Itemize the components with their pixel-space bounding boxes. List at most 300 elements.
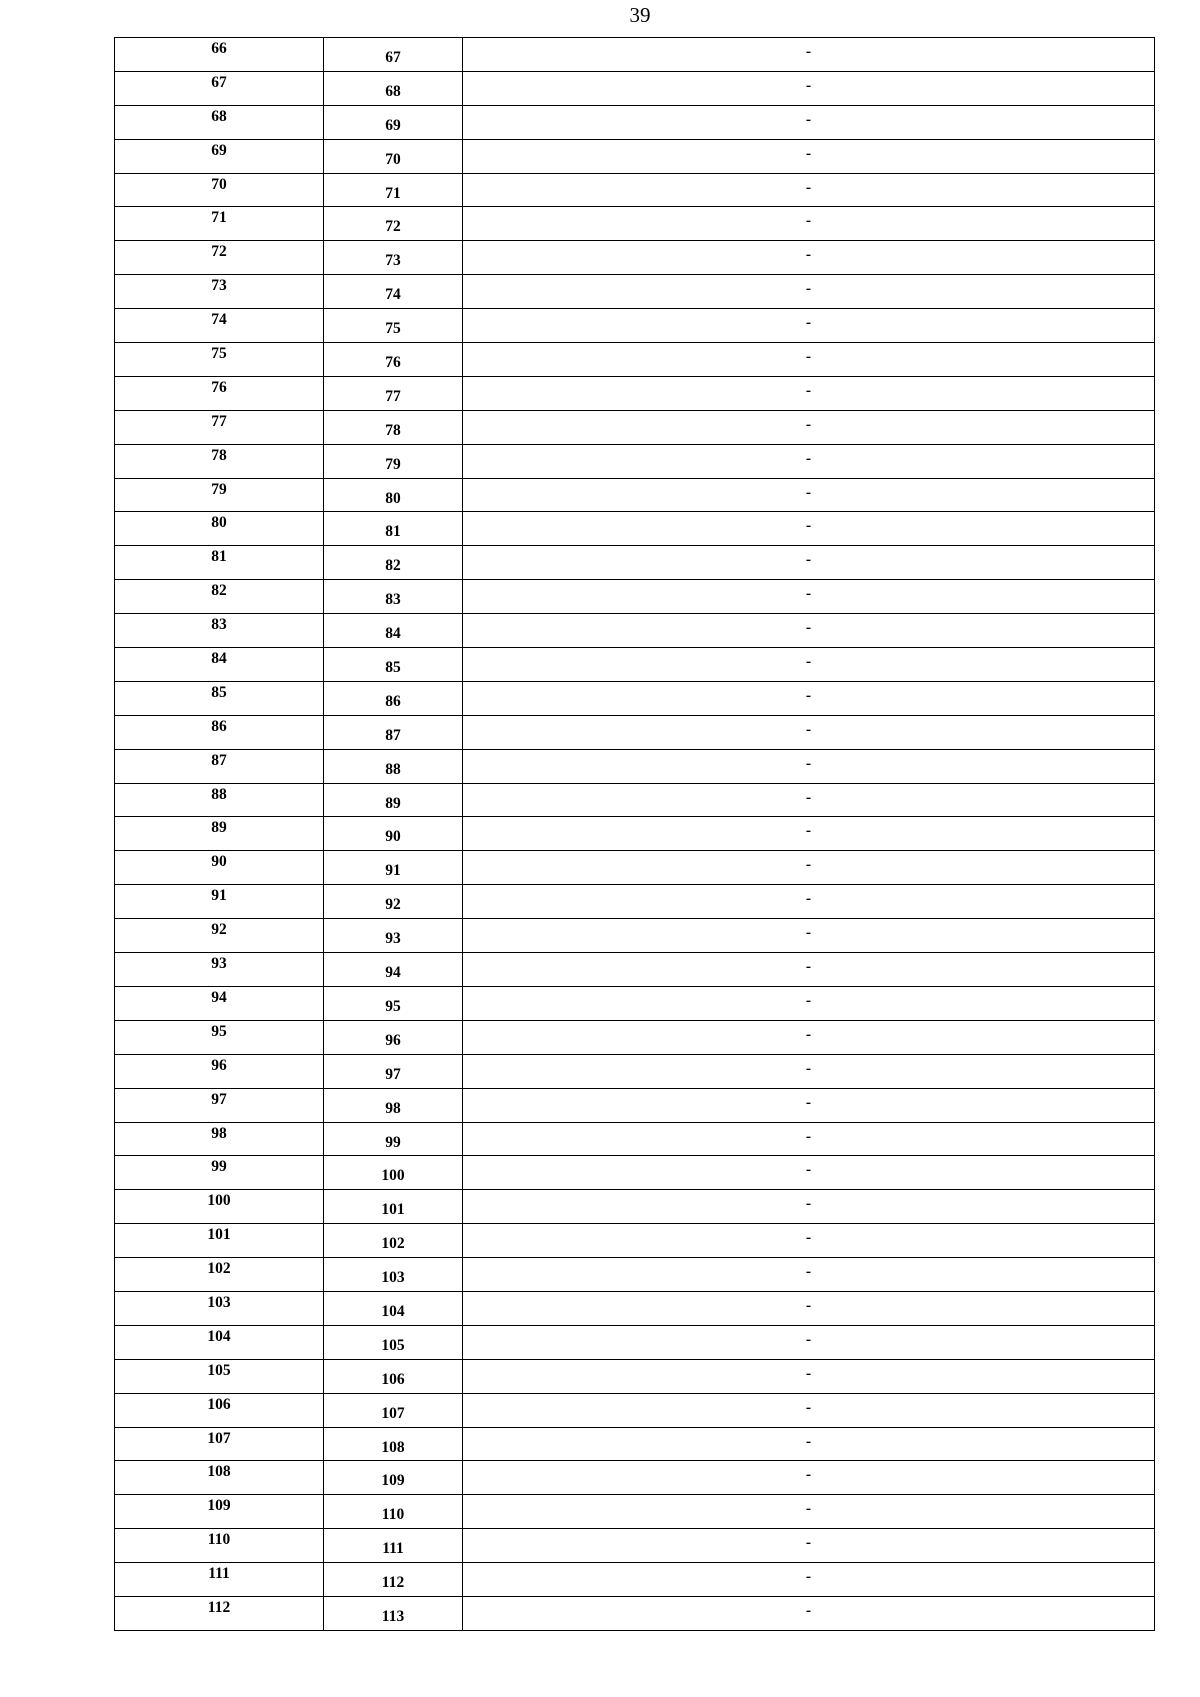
table-row	[115, 783, 1155, 817]
first-column-cell-text: 101	[207, 1226, 231, 1244]
first-column-cell	[115, 1122, 324, 1156]
third-column-cell	[463, 343, 1155, 377]
second-column-cell-text: 93	[385, 930, 401, 948]
first-column-cell-text: 70	[211, 175, 227, 193]
first-column-cell-text: 106	[207, 1395, 231, 1413]
third-column-cell	[463, 1495, 1155, 1529]
first-column-cell-text: 89	[211, 819, 227, 837]
table-row	[115, 1427, 1155, 1461]
table-row	[115, 1461, 1155, 1495]
third-column-cell	[463, 105, 1155, 139]
third-column-cell-text: -	[805, 348, 812, 366]
first-column-cell-text: 96	[211, 1056, 227, 1074]
third-column-cell	[463, 1325, 1155, 1359]
second-column-cell	[324, 309, 463, 343]
table-row	[115, 580, 1155, 614]
first-column-cell-text: 86	[211, 717, 227, 735]
third-column-cell	[463, 207, 1155, 241]
first-column-cell	[115, 851, 324, 885]
second-column-cell-text: 90	[385, 828, 401, 846]
first-column-cell	[115, 1291, 324, 1325]
third-column-cell	[463, 1122, 1155, 1156]
third-column-cell	[463, 851, 1155, 885]
second-column-cell-text: 106	[381, 1370, 405, 1388]
third-column-cell	[463, 139, 1155, 173]
table-row	[115, 173, 1155, 207]
first-column-cell	[115, 953, 324, 987]
first-column-cell	[115, 648, 324, 682]
second-column-cell-text: 100	[381, 1167, 405, 1185]
third-column-cell	[463, 309, 1155, 343]
third-column-cell	[463, 885, 1155, 919]
first-column-cell	[115, 444, 324, 478]
third-column-cell-text: -	[805, 1330, 812, 1348]
second-column-cell	[324, 1291, 463, 1325]
second-column-cell-text: 94	[385, 964, 401, 982]
table-row	[115, 1122, 1155, 1156]
third-column-cell	[463, 986, 1155, 1020]
first-column-cell-text: 92	[211, 921, 227, 939]
first-column-cell	[115, 1596, 324, 1630]
first-column-cell-text: 103	[207, 1293, 231, 1311]
first-column-cell	[115, 1224, 324, 1258]
second-column-cell-text: 91	[385, 862, 401, 880]
third-column-cell-text: -	[805, 381, 812, 399]
third-column-cell	[463, 478, 1155, 512]
first-column-cell-text: 99	[211, 1158, 227, 1176]
table-row	[115, 1224, 1155, 1258]
second-column-cell-text: 102	[381, 1235, 405, 1253]
second-column-cell	[324, 783, 463, 817]
second-column-cell	[324, 885, 463, 919]
first-column-cell-text: 97	[211, 1090, 227, 1108]
table-row	[115, 1529, 1155, 1563]
second-column-cell-text: 107	[381, 1404, 405, 1422]
first-column-cell	[115, 546, 324, 580]
second-column-cell-text: 77	[385, 387, 401, 405]
second-column-cell	[324, 1054, 463, 1088]
third-column-cell-text: -	[805, 110, 812, 128]
second-column-cell	[324, 715, 463, 749]
second-column-cell-text: 92	[385, 896, 401, 914]
second-column-cell-text: 110	[381, 1506, 405, 1524]
third-column-cell	[463, 546, 1155, 580]
data-table	[114, 37, 1155, 1631]
first-column-cell	[115, 512, 324, 546]
second-column-cell-text: 96	[385, 1031, 401, 1049]
first-column-cell	[115, 1495, 324, 1529]
table-row	[115, 1291, 1155, 1325]
second-column-cell	[324, 953, 463, 987]
first-column-cell-text: 75	[211, 345, 227, 363]
third-column-cell-text: -	[805, 890, 812, 908]
first-column-cell-text: 91	[211, 887, 227, 905]
first-column-cell	[115, 783, 324, 817]
third-column-cell	[463, 1529, 1155, 1563]
third-column-cell	[463, 1563, 1155, 1597]
third-column-cell-text: -	[805, 1601, 812, 1619]
first-column-cell	[115, 1359, 324, 1393]
third-column-cell	[463, 444, 1155, 478]
table-row	[115, 1258, 1155, 1292]
third-column-cell-text: -	[805, 517, 812, 535]
first-column-cell-text: 74	[211, 311, 227, 329]
third-column-cell	[463, 512, 1155, 546]
third-column-cell	[463, 817, 1155, 851]
first-column-cell	[115, 478, 324, 512]
second-column-cell	[324, 1359, 463, 1393]
third-column-cell-text: -	[805, 822, 812, 840]
third-column-cell	[463, 919, 1155, 953]
third-column-cell-text: -	[805, 178, 812, 196]
third-column-cell	[463, 241, 1155, 275]
third-column-cell-text: -	[805, 1466, 812, 1484]
table-row	[115, 478, 1155, 512]
first-column-cell	[115, 376, 324, 410]
first-column-cell-text: 110	[207, 1531, 231, 1549]
second-column-cell-text: 67	[385, 49, 401, 66]
table-row	[115, 648, 1155, 682]
first-column-cell-text: 88	[211, 785, 227, 803]
first-column-cell-text: 100	[207, 1192, 231, 1210]
third-column-cell	[463, 1461, 1155, 1495]
third-column-cell-text: -	[805, 1025, 812, 1043]
first-column-cell	[115, 38, 324, 72]
first-column-cell	[115, 1427, 324, 1461]
third-column-cell-text: -	[805, 856, 812, 874]
second-column-cell-text: 86	[385, 692, 401, 710]
third-column-cell	[463, 580, 1155, 614]
second-column-cell-text: 104	[381, 1302, 405, 1320]
third-column-cell-text: -	[805, 788, 812, 806]
third-column-cell	[463, 173, 1155, 207]
table-row	[115, 275, 1155, 309]
second-column-cell-text: 99	[385, 1133, 401, 1151]
third-column-cell	[463, 1359, 1155, 1393]
third-column-cell	[463, 410, 1155, 444]
second-column-cell	[324, 478, 463, 512]
third-column-cell-text: -	[805, 1296, 812, 1314]
table-row	[115, 681, 1155, 715]
second-column-cell-text: 98	[385, 1099, 401, 1117]
third-column-cell-text: -	[805, 991, 812, 1009]
third-column-cell-text: -	[805, 585, 812, 603]
second-column-cell-text: 85	[385, 659, 401, 677]
second-column-cell	[324, 1325, 463, 1359]
third-column-cell	[463, 1258, 1155, 1292]
first-column-cell	[115, 71, 324, 105]
first-column-cell	[115, 1156, 324, 1190]
table-row	[115, 885, 1155, 919]
second-column-cell	[324, 614, 463, 648]
table-row	[115, 105, 1155, 139]
second-column-cell	[324, 1596, 463, 1630]
first-column-cell-text: 87	[211, 751, 227, 769]
first-column-cell-text: 83	[211, 616, 227, 634]
third-column-cell-text: -	[805, 1059, 812, 1077]
second-column-cell	[324, 512, 463, 546]
third-column-cell-text: -	[805, 1398, 812, 1416]
second-column-cell-text: 76	[385, 354, 401, 372]
second-column-cell	[324, 241, 463, 275]
second-column-cell	[324, 919, 463, 953]
second-column-cell	[324, 343, 463, 377]
first-column-cell	[115, 207, 324, 241]
third-column-cell	[463, 1393, 1155, 1427]
second-column-cell	[324, 817, 463, 851]
first-column-cell	[115, 139, 324, 173]
third-column-cell-text: -	[805, 415, 812, 433]
first-column-cell-text: 85	[211, 683, 227, 701]
first-column-cell-text: 94	[211, 988, 227, 1006]
second-column-cell	[324, 1427, 463, 1461]
first-column-cell	[115, 580, 324, 614]
third-column-cell	[463, 38, 1155, 72]
third-column-cell	[463, 71, 1155, 105]
table-row	[115, 309, 1155, 343]
first-column-cell	[115, 173, 324, 207]
second-column-cell	[324, 173, 463, 207]
second-column-cell-text: 87	[385, 726, 401, 744]
third-column-cell-text: -	[805, 483, 812, 501]
first-column-cell	[115, 885, 324, 919]
first-column-cell	[115, 275, 324, 309]
table-row	[115, 241, 1155, 275]
second-column-cell-text: 113	[381, 1607, 405, 1625]
table-row	[115, 207, 1155, 241]
third-column-cell-text: -	[805, 924, 812, 942]
third-column-cell-text: -	[805, 1568, 812, 1586]
first-column-cell	[115, 715, 324, 749]
third-column-cell	[463, 715, 1155, 749]
second-column-cell	[324, 986, 463, 1020]
first-column-cell-text: 81	[211, 548, 227, 566]
third-column-cell-text: -	[805, 1093, 812, 1111]
first-column-cell	[115, 1258, 324, 1292]
first-column-cell	[115, 919, 324, 953]
second-column-cell	[324, 376, 463, 410]
second-column-cell	[324, 207, 463, 241]
first-column-cell	[115, 749, 324, 783]
second-column-cell	[324, 71, 463, 105]
first-column-cell-text: 72	[211, 243, 227, 261]
third-column-cell	[463, 1020, 1155, 1054]
third-column-cell-text: -	[805, 1534, 812, 1552]
third-column-cell-text: -	[805, 1229, 812, 1247]
first-column-cell-text: 93	[211, 955, 227, 973]
second-column-cell	[324, 1529, 463, 1563]
third-column-cell-text: -	[805, 1127, 812, 1145]
third-column-cell-text: -	[805, 686, 812, 704]
second-column-cell	[324, 580, 463, 614]
table-row	[115, 614, 1155, 648]
first-column-cell-text: 109	[207, 1497, 231, 1515]
first-column-cell	[115, 1190, 324, 1224]
second-column-cell-text: 88	[385, 760, 401, 778]
second-column-cell-text: 72	[385, 218, 401, 236]
first-column-cell	[115, 105, 324, 139]
second-column-cell	[324, 648, 463, 682]
first-column-cell	[115, 817, 324, 851]
second-column-cell	[324, 1563, 463, 1597]
second-column-cell-text: 105	[381, 1336, 405, 1354]
second-column-cell-text: 95	[385, 997, 401, 1015]
third-column-cell-text: -	[805, 144, 812, 162]
third-column-cell	[463, 681, 1155, 715]
second-column-cell	[324, 1393, 463, 1427]
first-column-cell-text: 102	[207, 1260, 231, 1278]
second-column-cell-text: 103	[381, 1269, 405, 1287]
first-column-cell-text: 73	[211, 277, 227, 295]
third-column-cell	[463, 783, 1155, 817]
second-column-cell-text: 83	[385, 591, 401, 609]
table-row	[115, 1393, 1155, 1427]
table-row	[115, 851, 1155, 885]
table-row	[115, 512, 1155, 546]
first-column-cell-text: 95	[211, 1022, 227, 1040]
first-column-cell-text: 111	[208, 1565, 230, 1583]
first-column-cell-text: 71	[211, 209, 227, 227]
second-column-cell-text: 112	[381, 1574, 405, 1592]
first-column-cell	[115, 1529, 324, 1563]
third-column-cell-text: -	[805, 1263, 812, 1281]
third-column-cell-text: -	[805, 1500, 812, 1518]
third-column-cell-text: -	[805, 314, 812, 332]
first-column-cell-text: 80	[211, 514, 227, 532]
third-column-cell-text: -	[805, 1195, 812, 1213]
third-column-cell-text: -	[805, 551, 812, 569]
first-column-cell-text: 90	[211, 853, 227, 871]
table-row	[115, 953, 1155, 987]
second-column-cell-text: 82	[385, 557, 401, 575]
first-column-cell	[115, 1461, 324, 1495]
second-column-cell	[324, 275, 463, 309]
table-row	[115, 1156, 1155, 1190]
table-row	[115, 1020, 1155, 1054]
third-column-cell-text: -	[805, 619, 812, 637]
third-column-cell-text: -	[805, 212, 812, 230]
second-column-cell-text: 111	[382, 1540, 404, 1558]
third-column-cell	[463, 648, 1155, 682]
table-row	[115, 1596, 1155, 1630]
third-column-cell	[463, 1291, 1155, 1325]
first-column-cell-text: 67	[211, 73, 227, 91]
second-column-cell-text: 79	[385, 455, 401, 473]
third-column-cell	[463, 749, 1155, 783]
third-column-cell-text: -	[805, 280, 812, 298]
table-row	[115, 38, 1155, 72]
table-row	[115, 1359, 1155, 1393]
third-column-cell-text: -	[805, 720, 812, 738]
first-column-cell	[115, 1393, 324, 1427]
second-column-cell-text: 89	[385, 794, 401, 812]
table-row	[115, 817, 1155, 851]
third-column-cell-text: -	[805, 1432, 812, 1450]
second-column-cell-text: 74	[385, 286, 401, 304]
second-column-cell-text: 81	[385, 523, 401, 541]
third-column-cell	[463, 1156, 1155, 1190]
second-column-cell-text: 75	[385, 320, 401, 338]
first-column-cell	[115, 343, 324, 377]
third-column-cell-text: -	[805, 449, 812, 467]
first-column-cell-text: 69	[211, 141, 227, 159]
second-column-cell-text: 71	[385, 184, 401, 202]
third-column-cell	[463, 275, 1155, 309]
first-column-cell	[115, 614, 324, 648]
first-column-cell-text: 79	[211, 480, 227, 498]
third-column-cell	[463, 1596, 1155, 1630]
table-row	[115, 749, 1155, 783]
first-column-cell-text: 66	[211, 40, 227, 57]
second-column-cell	[324, 1190, 463, 1224]
third-column-cell	[463, 1427, 1155, 1461]
third-column-cell-text: -	[805, 76, 812, 94]
table-body	[115, 38, 1155, 1631]
table-row	[115, 139, 1155, 173]
first-column-cell-text: 78	[211, 446, 227, 464]
first-column-cell	[115, 241, 324, 275]
table-row	[115, 1495, 1155, 1529]
third-column-cell-text: -	[805, 653, 812, 671]
second-column-cell	[324, 546, 463, 580]
third-column-cell-text: -	[805, 43, 812, 60]
table-row	[115, 410, 1155, 444]
second-column-cell-text: 97	[385, 1065, 401, 1083]
first-column-cell-text: 104	[207, 1327, 231, 1345]
first-column-cell-text: 76	[211, 378, 227, 396]
third-column-cell-text: -	[805, 754, 812, 772]
third-column-cell-text: -	[805, 246, 812, 264]
second-column-cell-text: 78	[385, 421, 401, 439]
table-row	[115, 444, 1155, 478]
table-row	[115, 919, 1155, 953]
first-column-cell-text: 112	[207, 1598, 231, 1616]
second-column-cell	[324, 1461, 463, 1495]
second-column-cell	[324, 851, 463, 885]
table-row	[115, 715, 1155, 749]
third-column-cell-text: -	[805, 1161, 812, 1179]
second-column-cell	[324, 444, 463, 478]
table-row	[115, 376, 1155, 410]
second-column-cell-text: 73	[385, 252, 401, 270]
first-column-cell	[115, 410, 324, 444]
second-column-cell	[324, 1122, 463, 1156]
second-column-cell-text: 109	[381, 1472, 405, 1490]
second-column-cell-text: 84	[385, 625, 401, 643]
second-column-cell-text: 69	[385, 116, 401, 134]
third-column-cell	[463, 1054, 1155, 1088]
second-column-cell-text: 108	[381, 1438, 405, 1456]
third-column-cell	[463, 1088, 1155, 1122]
first-column-cell	[115, 1563, 324, 1597]
second-column-cell	[324, 1088, 463, 1122]
second-column-cell-text: 68	[385, 82, 401, 100]
first-column-cell-text: 82	[211, 582, 227, 600]
third-column-cell-text: -	[805, 1364, 812, 1382]
first-column-cell	[115, 1020, 324, 1054]
first-column-cell	[115, 681, 324, 715]
first-column-cell-text: 107	[207, 1429, 231, 1447]
second-column-cell-text: 70	[385, 150, 401, 168]
third-column-cell	[463, 1224, 1155, 1258]
table-row	[115, 343, 1155, 377]
first-column-cell	[115, 986, 324, 1020]
second-column-cell	[324, 1020, 463, 1054]
third-column-cell	[463, 953, 1155, 987]
second-column-cell	[324, 1495, 463, 1529]
first-column-cell	[115, 1325, 324, 1359]
second-column-cell-text: 101	[381, 1201, 405, 1219]
